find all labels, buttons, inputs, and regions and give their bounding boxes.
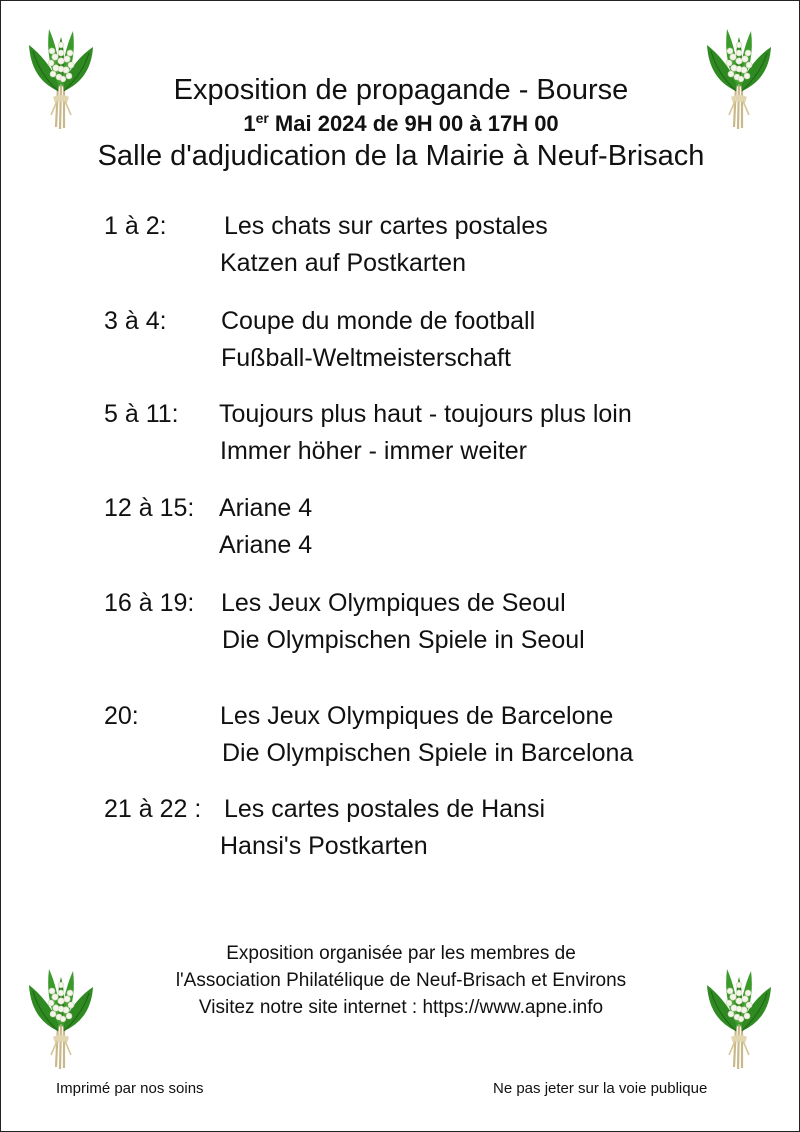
title-german: Fußball-Weltmeisterschaft (221, 344, 511, 372)
frame-range: 21 à 22 : (104, 795, 202, 823)
title-german: Hansi's Postkarten (220, 832, 428, 860)
title-french: Toujours plus haut - toujours plus loin (219, 400, 632, 428)
frame-range: 12 à 15: (104, 494, 195, 522)
printed-note: Imprimé par nos soins (56, 1080, 204, 1097)
title-german: Ariane 4 (219, 531, 313, 559)
title-french: Les chats sur cartes postales (224, 212, 548, 240)
title-french: Les Jeux Olympiques de Seoul (221, 589, 566, 617)
title-german: Immer höher - immer weiter (220, 437, 527, 465)
date-ordinal: er (255, 110, 269, 126)
title-french: Ariane 4 (219, 494, 313, 522)
title-german: Katzen auf Postkarten (220, 249, 466, 277)
title-french: Coupe du monde de football (221, 307, 536, 335)
event-venue: Salle d'adjudication de la Mairie à Neuf-Brisach (97, 140, 705, 172)
frame-range: 3 à 4: (104, 307, 167, 335)
organizer-line: Exposition organisée par les membres de (226, 943, 576, 964)
frame-range: 20: (104, 702, 139, 730)
event-date (1, 110, 800, 138)
association-line: l'Association Philatélique de Neuf-Brisach et Environs (175, 970, 627, 991)
title-german: Die Olympischen Spiele in Seoul (222, 626, 585, 654)
frame-range: 1 à 2: (104, 212, 167, 240)
title-french: Les cartes postales de Hansi (224, 795, 546, 823)
disposal-note: Ne pas jeter sur la voie publique (493, 1080, 708, 1097)
title-german: Die Olympischen Spiele in Barcelona (222, 739, 634, 767)
event-title: Exposition de propagande - Bourse (173, 74, 629, 106)
frame-range: 5 à 11: (104, 400, 179, 428)
date-rest: Mai 2024 de 9H 00 à 17H 00 (268, 111, 559, 136)
title-french: Les Jeux Olympiques de Barcelone (220, 702, 614, 730)
frame-range: 16 à 19: (104, 589, 195, 617)
date-day: 1 (243, 111, 256, 136)
website-line: Visitez notre site internet : https://www.apne.info (198, 997, 604, 1018)
